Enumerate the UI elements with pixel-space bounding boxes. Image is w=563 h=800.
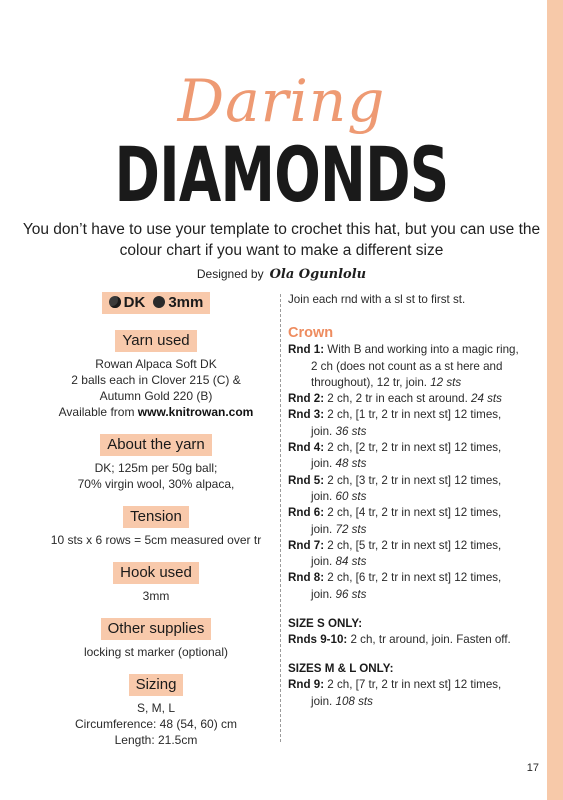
row-text: 2 ch, [1 tr, 2 tr in next st] 12 times, [324,408,502,422]
row-label: Rnd 1: [288,343,325,357]
yarn-used-heading: Yarn used [115,330,196,352]
row-text: 2 ch, 2 tr in each st around. [324,392,472,406]
pattern-row [288,391,538,407]
row-label: Rnd 2: [288,392,325,406]
row-text: 2 ch, [7 tr, 2 tr in next st] 12 times, [324,678,502,692]
tension-body: 10 sts x 6 rows = 5cm measured over tr [50,533,262,547]
pattern-row [288,407,538,440]
size-ml-heading: SIZES M & L ONLY: [288,662,394,676]
row-text: 2 ch, [4 tr, 2 tr in next st] 12 times, [324,506,502,520]
pattern-row [288,440,538,473]
row-label: Rnd 6: [288,506,325,520]
row-text: 2 ch, [5 tr, 2 tr in next st] 12 times, [324,538,502,552]
row-text: join. [311,457,336,471]
pattern-row [288,570,538,603]
pattern-row [288,632,538,648]
row-label: Rnd 9: [288,678,325,692]
row-label: Rnd 5: [288,473,325,487]
about-yarn-line: DK; 125m per 50g ball; [94,461,218,475]
row-text: join. [311,694,336,708]
title-script: Daring [177,67,386,135]
spec-badge [102,292,211,314]
row-text: 2 ch, [2 tr, 2 tr in next st] 12 times, [324,441,502,455]
yarn-used-line: 2 balls each in Clover 215 (C) & [71,373,241,387]
stitch-count: 48 sts [335,457,367,471]
pattern-row [288,473,538,506]
title-main: DIAMONDS [114,130,449,219]
materials-column [32,292,280,748]
availability-prefix: Available from [58,405,138,419]
row-text: join. [311,587,336,601]
stitch-count: 72 sts [335,522,367,536]
designer-credit [0,265,563,284]
yarn-used-body [32,356,280,420]
yarn-used-line: Rowan Alpaca Soft DK [95,357,217,371]
row-text: join. [311,555,336,569]
row-label: Rnd 3: [288,408,325,422]
stitch-count: 84 sts [335,555,367,569]
stitch-count: 60 sts [335,489,367,503]
pattern-row [288,505,538,538]
row-continuation [288,375,538,391]
stitch-count: 96 sts [335,587,367,601]
pattern-intro: Join each rnd with a sl st to first st. [288,293,466,306]
row-text: 2 ch, [6 tr, 2 tr in next st] 12 times, [324,571,502,585]
row-label: Rnd 4: [288,441,325,455]
stitch-count: 12 sts [430,375,462,389]
row-label: Rnds 9-10: [288,633,348,647]
row-label: Rnd 7: [288,538,325,552]
row-continuation [288,694,538,710]
about-yarn-body [32,460,280,492]
sizing-body [32,700,280,748]
row-text: 2 ch, [3 tr, 2 tr in next st] 12 times, [324,473,502,487]
sizing-line: Length: 21.5cm [114,733,198,747]
row-text: throughout), 12 tr, join. [311,375,431,389]
row-continuation [288,587,538,603]
yarn-availability [32,404,280,420]
row-continuation [288,554,538,570]
column-divider [280,294,281,742]
stitch-count: 24 sts [471,392,502,406]
sizing-line: S, M, L [136,701,175,715]
designer-name: Ola Ogunlolu [269,267,367,282]
yarn-used-line: Autumn Gold 220 (B) [99,389,213,403]
about-yarn-heading: About the yarn [100,434,212,456]
yarn-weight: DK [123,294,146,311]
row-label: Rnd 8: [288,571,325,585]
row-text: join. [311,424,336,438]
other-supplies-heading: Other supplies [101,618,212,640]
pattern-row [288,538,538,571]
sizing-heading: Sizing [129,674,184,696]
row-text: With B and working into a magic ring, [324,343,519,357]
stitch-count: 36 sts [335,424,367,438]
intro-text: You don’t have to use your template to crochet this hat, but you can use the colour chart if you want to make a different size [22,221,541,259]
page-number: 17 [526,762,539,774]
about-yarn-line: 70% virgin wool, 30% alpaca, [77,477,235,491]
hook-size: 3mm [168,294,204,311]
row-text: join. [311,489,336,503]
sizing-line: Circumference: 48 (54, 60) cm [74,717,238,731]
hook-used-body: 3mm [142,589,170,603]
size-s-heading: SIZE S ONLY: [288,617,363,631]
row-continuation: 2 ch (does not count as a st here and [311,359,503,373]
row-text: join. [311,522,336,536]
crown-heading: Crown [288,325,334,342]
supplier-link[interactable]: www.knitrowan.com [137,405,254,419]
row-text: 2 ch, tr around, join. Fasten off. [347,633,511,647]
yarn-ball-icon [109,296,121,308]
crochet-hook-icon [151,294,168,311]
other-supplies-body: locking st marker (optional) [83,645,229,659]
row-continuation [288,489,538,505]
pattern-column [288,292,538,710]
stitch-count: 108 sts [335,694,373,708]
row-continuation [288,424,538,440]
row-continuation [288,522,538,538]
hook-used-heading: Hook used [113,562,199,584]
pattern-row [288,677,538,710]
designer-label: Designed by [196,267,264,281]
row-continuation [288,456,538,472]
pattern-row [288,342,538,391]
tension-heading: Tension [123,506,189,528]
